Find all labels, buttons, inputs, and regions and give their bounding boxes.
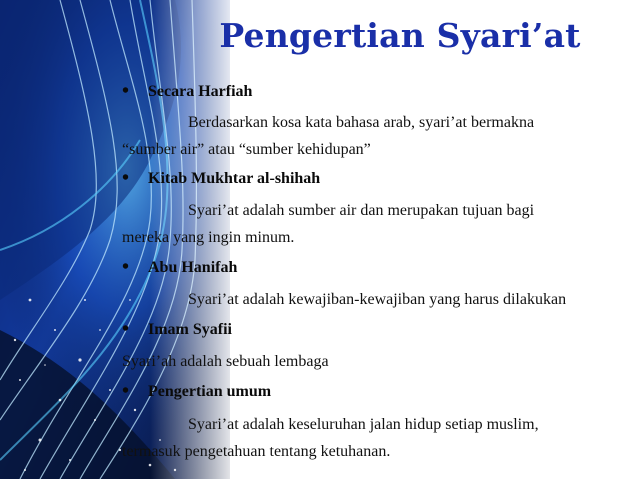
item-text: termasuk pengetahuan tentang ketuhanan.	[122, 443, 391, 460]
item-text: Syari’at adalah sumber air dan merupakan tujuan bagi	[188, 202, 535, 219]
item-text: “sumber air” atau “sumber kehidupan”	[122, 141, 371, 158]
bullet-icon: •	[122, 167, 130, 189]
bullet-icon: •	[122, 80, 130, 102]
item-heading: • Abu Hanifah	[122, 256, 238, 278]
slide-title: Pengertian Syari’at	[219, 16, 581, 55]
item-heading: • Pengertian umum	[122, 380, 272, 402]
item-heading: • Imam Syafii	[122, 318, 232, 340]
bullet-icon: •	[122, 256, 130, 278]
item-heading: • Secara Harfiah	[122, 80, 253, 102]
bullet-icon: •	[122, 380, 130, 402]
item-text: mereka yang ingin minum.	[122, 229, 295, 246]
item-text: Syari’ah adalah sebuah lembaga	[122, 353, 329, 370]
bullet-icon: •	[122, 318, 130, 340]
item-text: Syari’at adalah kewajiban-kewajiban yang harus dilakukan	[188, 291, 567, 308]
item-heading: • Kitab Mukhtar al-shihah	[122, 167, 321, 189]
item-text: Syari’at adalah keseluruhan jalan hidup setiap muslim,	[188, 416, 539, 433]
item-text: Berdasarkan kosa kata bahasa arab, syari’at bermakna	[188, 114, 535, 131]
